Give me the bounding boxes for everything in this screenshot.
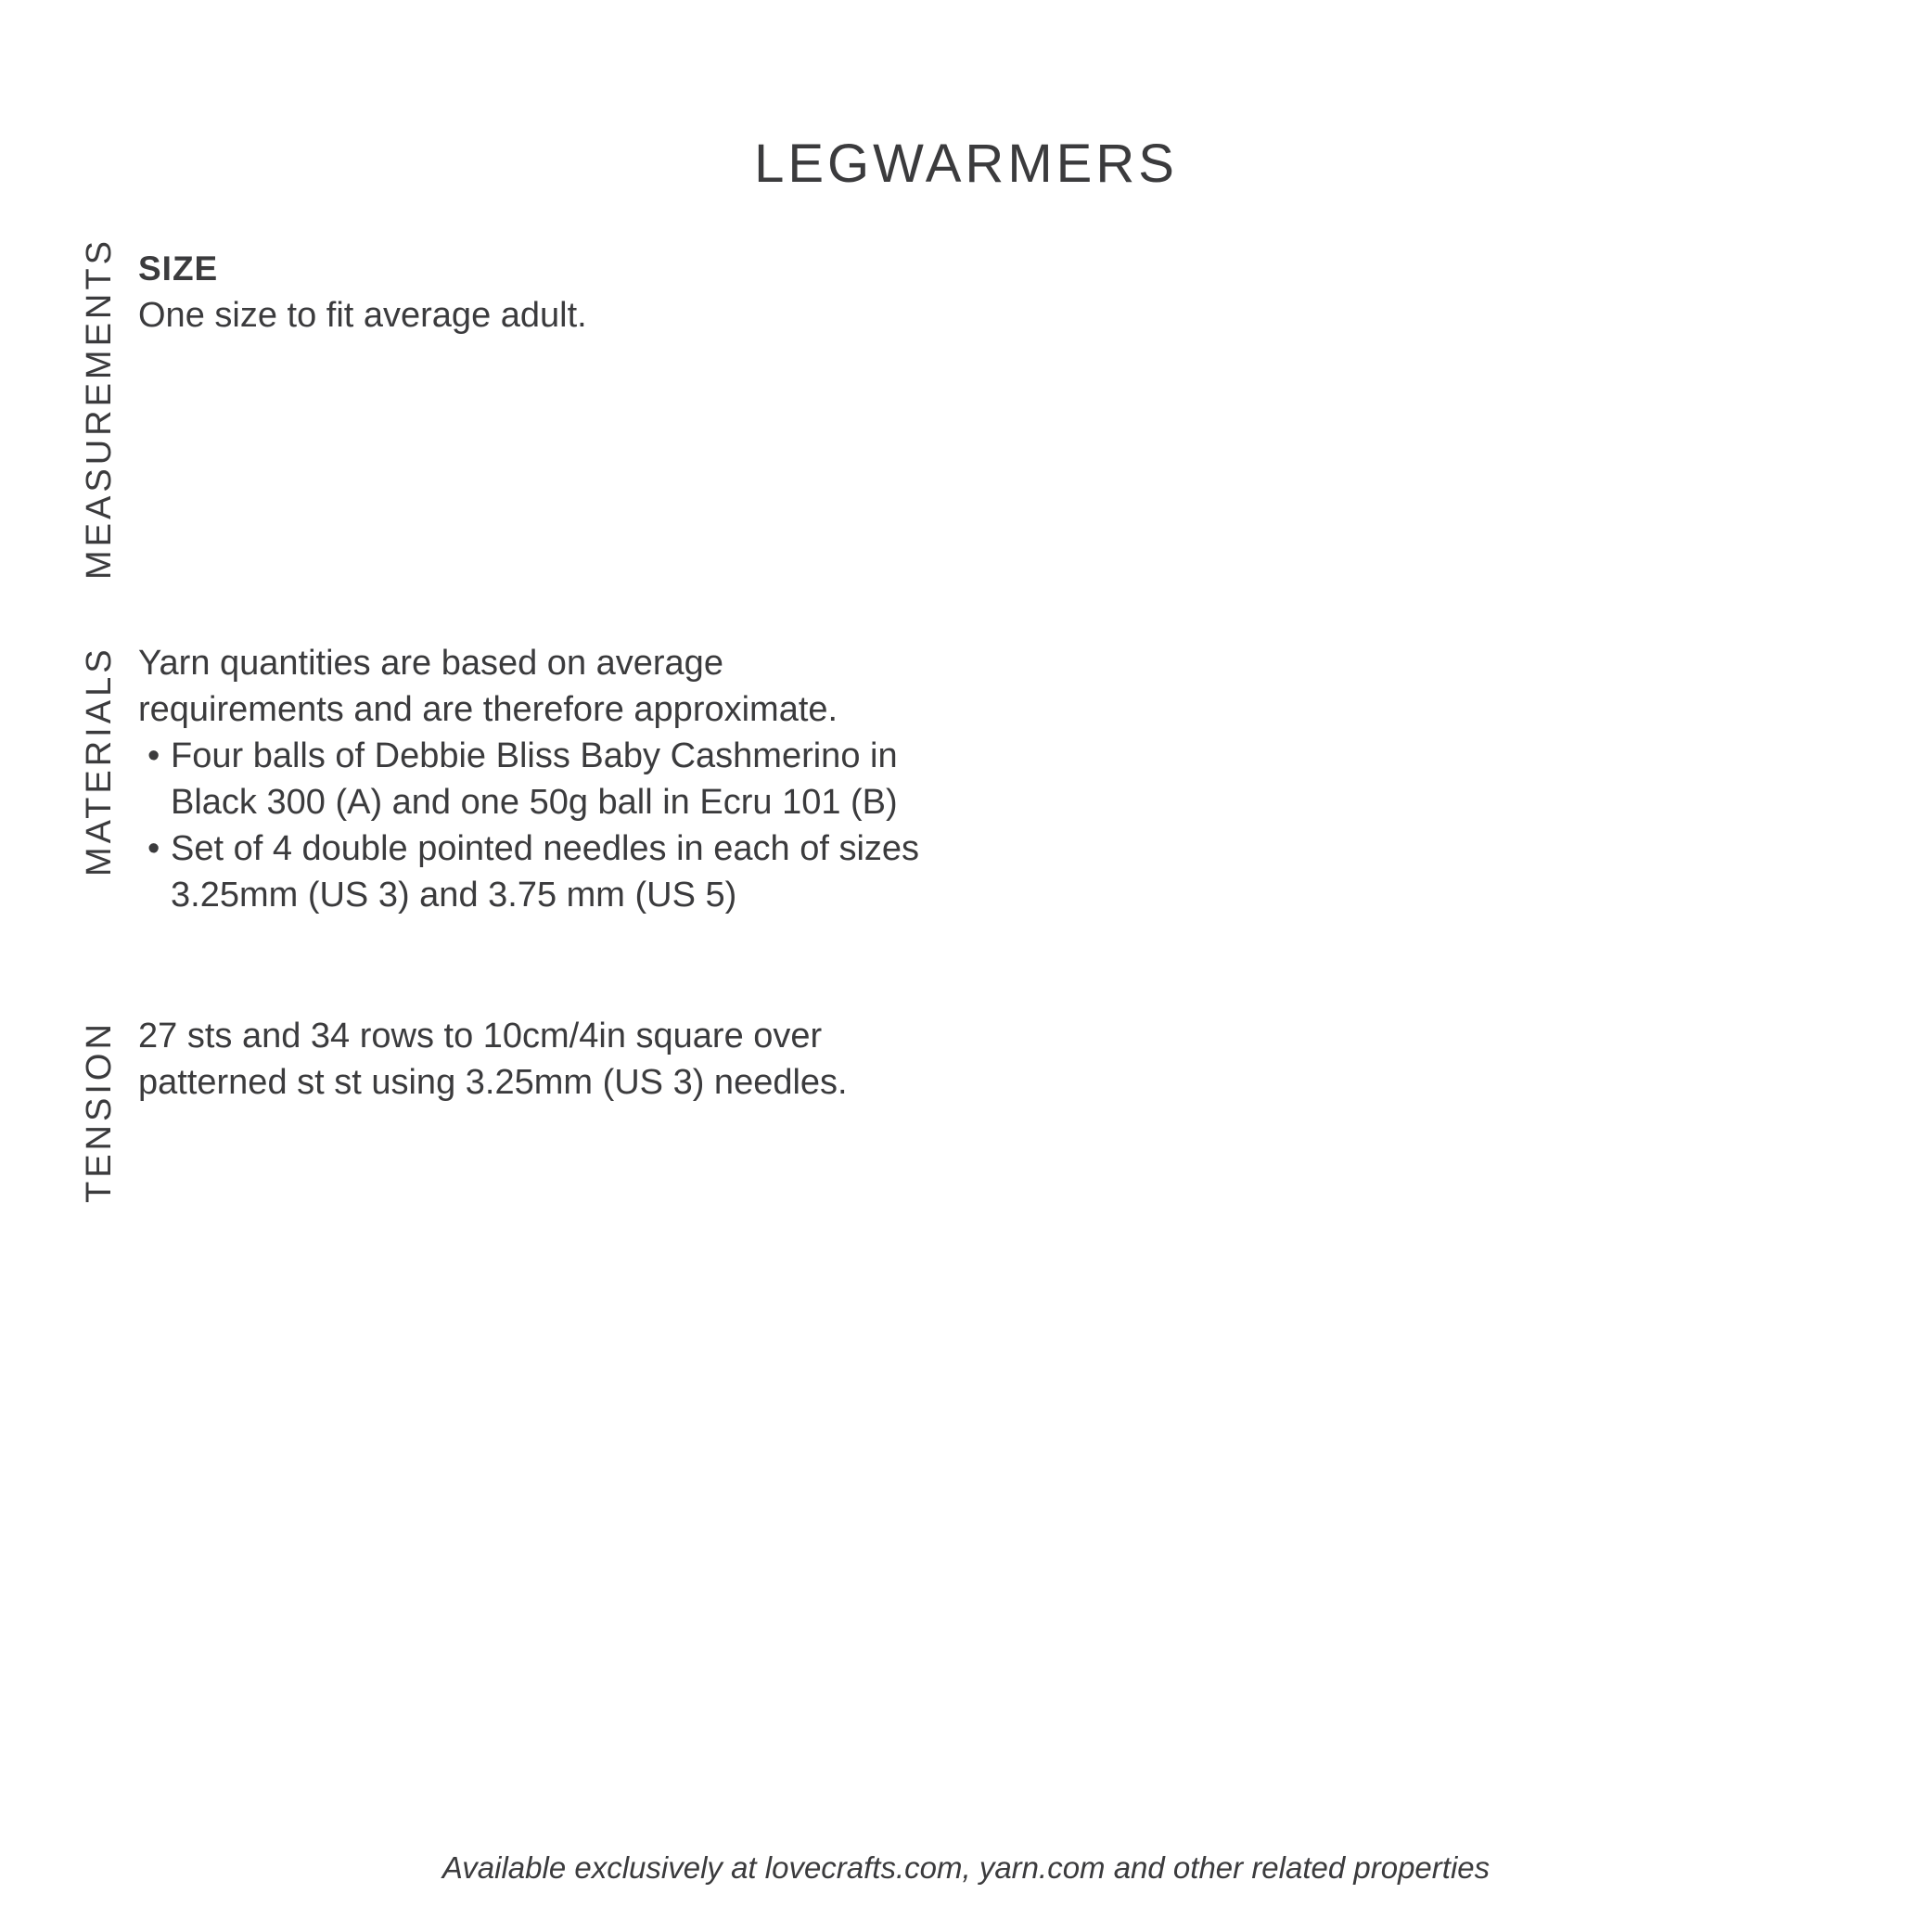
page-title: LEGWARMERS xyxy=(754,134,1178,194)
materials-side-label: MATERIALS xyxy=(80,646,119,876)
size-heading: SIZE xyxy=(138,249,219,288)
tension-text: 27 sts and 34 rows to 10cm/4in square over patterned st st using 3.25mm (US 3) needles. xyxy=(138,1017,848,1102)
tension-section xyxy=(138,1013,936,1106)
materials-intro: Yarn quantities are based on average requirements and are therefore approximate. xyxy=(138,644,838,729)
footer-note: Available exclusively at lovecrafts.com, yarn.com and other related properties xyxy=(441,1850,1491,1885)
measurements-section xyxy=(138,246,936,339)
materials-list-item xyxy=(138,733,936,825)
materials-item-text: Set of 4 double pointed needles in each of sizes 3.25mm (US 3) and 3.75 mm (US 5) xyxy=(171,829,920,915)
measurements-side-label: MEASUREMENTS xyxy=(80,237,119,580)
materials-list xyxy=(138,733,936,918)
materials-list-item xyxy=(138,825,936,918)
size-text: One size to fit average adult. xyxy=(138,296,587,335)
materials-section xyxy=(138,640,936,918)
bullet-icon: • xyxy=(147,736,160,775)
materials-item-text: Four balls of Debbie Bliss Baby Cashmerino in Black 300 (A) and one 50g ball in Ecru 101 (B) xyxy=(171,736,898,822)
tension-side-label: TENSION xyxy=(80,1020,119,1203)
bullet-icon: • xyxy=(147,829,160,868)
